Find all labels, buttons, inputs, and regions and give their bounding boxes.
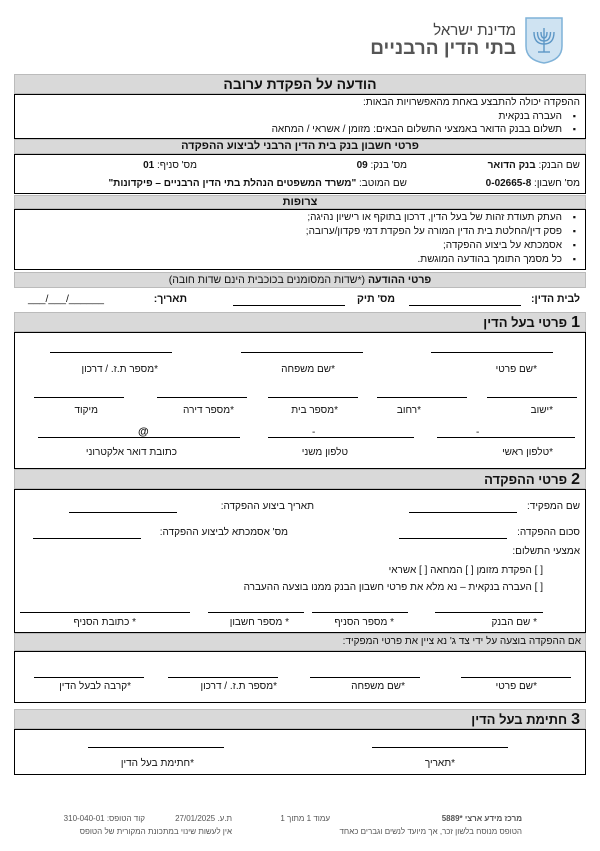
payer-account-number-field[interactable] [208, 612, 304, 613]
account-row [486, 178, 580, 189]
email-at-sign: @ [138, 426, 149, 438]
tp-last-name-field[interactable] [310, 677, 420, 678]
state-emblem-icon [524, 16, 564, 64]
notice-required-note: (*שדות המסומנים בכוכבית הינם שדות חובה) [168, 274, 366, 286]
payer-branch-address-label: * כתובת הסניף [73, 617, 136, 628]
first-name-field[interactable] [431, 352, 553, 353]
beneficiary-label: שם המוטב: [359, 178, 407, 189]
notice-title-bar [14, 272, 586, 288]
section3-title-text: חתימת בעל הדין [471, 712, 568, 727]
signature-field[interactable] [88, 747, 224, 748]
date-label: תאריך: [153, 293, 187, 305]
third-party-note: אם ההפקדה בוצעה על ידי צד ג' נא ציין את פרטי המפקיד: [342, 636, 581, 647]
footer-date: ת.ע. 27/01/2025 [175, 814, 232, 823]
zip-label: מיקוד [74, 405, 98, 416]
payer-bank-name-label: * שם הבנק [491, 617, 537, 628]
phone-main-separator: - [476, 427, 480, 438]
amount-field[interactable] [399, 538, 507, 539]
beneficiary-row [108, 178, 407, 189]
last-name-field[interactable] [241, 352, 363, 353]
bank-no-value: 09 [356, 160, 368, 171]
org-name-state: מדינת ישראל [433, 22, 516, 39]
bank-name-row [488, 160, 580, 171]
footer-gender-note: הטופס מנוסח בלשון זכר, אך מיועד לנשים וגברים כאחד [339, 827, 522, 836]
beneficiary-value: "משרד המשפטים הנהלת בתי הדין הרבניים – פיקדונות" [108, 178, 357, 189]
payer-bank-name-field[interactable] [435, 612, 543, 613]
section3-number: 3 [571, 711, 580, 728]
payer-branch-number-label: * מספר הסניף [334, 617, 394, 628]
signature-date-label: *תאריך [424, 758, 455, 769]
branch-no-row [143, 160, 197, 171]
footer-change-note: אין לעשות שינוי במתכונת המקורית של הטופס [79, 827, 232, 836]
payer-account-number-label: * מספר חשבון [229, 617, 289, 628]
deposit-date-field[interactable] [69, 512, 177, 513]
house-number-field[interactable] [268, 397, 358, 398]
account-value: 0-02665-8 [485, 178, 532, 189]
attachments-title-bar [14, 195, 586, 209]
section3-title [471, 711, 580, 729]
phone-secondary-field[interactable] [268, 437, 414, 438]
bank-no-row [357, 160, 407, 171]
email-label: כתובת דואר אלקטרוני [85, 447, 177, 458]
phone-secondary-label: טלפון משני [301, 447, 348, 458]
notice-date-field[interactable]: ___/___/______ [28, 293, 104, 305]
section2-title [484, 471, 580, 489]
phone-main-label: *טלפון ראשי [502, 447, 553, 458]
amount-label: סכום ההפקדה: [517, 527, 580, 538]
first-name-label: *שם פרטי [495, 364, 537, 375]
depositor-label: שם המפקיד: [527, 501, 580, 512]
org-name-courts: בתי הדין הרבניים [370, 38, 516, 59]
option-post-bank: ▪ תשלום בבנק הדואר באמצעי התשלום הבאים: מזומן / אשראי / המחאה [272, 124, 578, 137]
reference-label: מס' אסמכתא לביצוע ההפקדה: [159, 527, 288, 538]
court-label: לבית הדין: [531, 293, 580, 305]
apartment-label: *מספר דירה [183, 405, 234, 416]
depositor-field[interactable] [409, 512, 517, 513]
form-title-bar [14, 74, 586, 94]
case-number-field[interactable] [233, 305, 345, 306]
court-field[interactable] [409, 305, 521, 306]
signature-date-field[interactable] [372, 747, 508, 748]
option-bank-transfer: ▪ העברה בנקאית [272, 111, 578, 124]
reference-field[interactable] [33, 538, 141, 539]
attachment-item: ▪ אסמכתא על ביצוע ההפקדה; [306, 240, 578, 254]
attachment-item: ▪ העתק תעודת זהות של בעל הדין, דרכון בתוקף או רישיון נהיגה; [306, 212, 578, 226]
id-field[interactable] [50, 352, 172, 353]
payment-method-label: אמצעי התשלום: [512, 546, 580, 557]
payer-branch-address-field[interactable] [20, 612, 190, 613]
section2-title-text: פרטי ההפקדה [484, 472, 568, 487]
attachment-item: ▪ כל מסמך התומך בהודעה המוגשת. [306, 254, 578, 268]
attachments-list [306, 212, 578, 268]
footer-info-center: מרכז מידע ארצי *5889 [441, 814, 522, 823]
account-label: מס' חשבון: [534, 178, 580, 189]
notice-title-row [15, 273, 585, 287]
section2-number: 2 [571, 471, 580, 488]
section1-title [483, 314, 580, 332]
phone-main-field[interactable] [437, 437, 575, 438]
attachment-item: ▪ פסק דין/החלטת בית הדין המורה על הפקדת דמי פקדון/ערובה; [306, 226, 578, 240]
apartment-field[interactable] [157, 397, 247, 398]
phone-secondary-separator: - [312, 427, 316, 438]
branch-no-label: מס' סניף: [157, 160, 197, 171]
tp-last-name-label: *שם משפחה [351, 681, 405, 692]
footer-page: עמוד 1 מתוך 1 [280, 814, 330, 823]
case-label: מס' תיק [357, 293, 395, 305]
bank-title-bar [14, 139, 586, 154]
attachments-title: צרופות [282, 196, 318, 208]
tp-relation-label: *קרבה לבעל הדין [59, 681, 131, 692]
street-field[interactable] [377, 397, 467, 398]
last-name-label: *שם משפחה [281, 364, 335, 375]
form-title: הודעה על הפקדת ערובה [223, 76, 377, 92]
bank-name-label: שם הבנק: [538, 160, 580, 171]
footer-form-code: קוד הטופס: 310-040-01 [63, 814, 145, 823]
intro-options [272, 111, 578, 136]
section3-box [14, 729, 586, 775]
payment-options-checkboxes[interactable]: [ ] הפקדת מזומן [ ] המחאה [ ] אשראי [388, 565, 543, 576]
zip-field[interactable] [34, 397, 124, 398]
tp-id-field[interactable] [168, 677, 278, 678]
branch-no-value: 01 [143, 160, 155, 171]
bank-title: פרטי חשבון בנק בית הדין הרבני לביצוע ההפקדה [181, 140, 419, 152]
signature-label: *חתימת בעל הדין [120, 758, 194, 769]
section1-title-text: פרטי בעל הדין [483, 315, 568, 330]
tp-first-name-field[interactable] [461, 677, 571, 678]
notice-title: פרטי ההודעה [367, 274, 432, 286]
bank-no-label: מס' בנק: [370, 160, 407, 171]
third-party-bar [14, 633, 586, 651]
tp-id-label: *מספר ת.ז. / דרכון [200, 681, 277, 692]
id-label: *מספר ת.ז. / דרכון [81, 364, 158, 375]
bank-name-value: בנק הדואר [487, 160, 536, 171]
street-label: *רחוב [396, 405, 421, 416]
tp-relation-field[interactable] [34, 677, 144, 678]
bank-transfer-checkbox[interactable]: [ ] העברה בנקאית – נא מלא את פרטי חשבון הבנק ממנו בוצעה ההעברה [243, 582, 543, 593]
city-label: *ישוב [530, 405, 553, 416]
tp-first-name-label: *שם פרטי [495, 681, 537, 692]
city-field[interactable] [487, 397, 577, 398]
deposit-date-label: תאריך ביצוע ההפקדה: [220, 501, 314, 512]
intro-text: ההפקדה יכולה להתבצע באחת מהאפשרויות הבאות: [363, 97, 580, 108]
section1-number: 1 [571, 314, 580, 331]
house-number-label: *מספר בית [291, 405, 338, 416]
payer-branch-number-field[interactable] [312, 612, 408, 613]
